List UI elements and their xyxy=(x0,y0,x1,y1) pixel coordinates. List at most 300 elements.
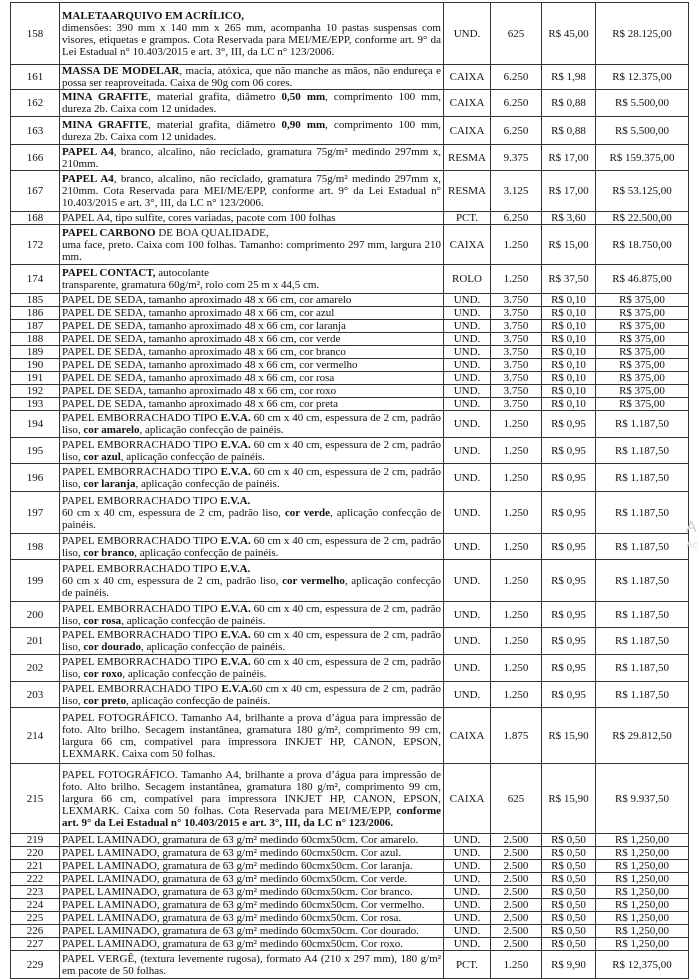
item-number: 163 xyxy=(11,117,60,145)
description-segment: PAPEL DE SEDA, tamanho aproximado 48 x 66 cm, cor verde xyxy=(62,333,341,345)
item-description xyxy=(60,320,444,333)
item-total-price: R$ 375,00 xyxy=(596,359,689,372)
item-unit: ROLO xyxy=(444,265,491,294)
table-row xyxy=(11,912,689,925)
item-unit: UND. xyxy=(444,294,491,307)
description-segment: PAPEL LAMINADO, gramatura de 63 g/m² medindo 60cmx50cm. Cor dourado. xyxy=(62,925,419,937)
item-unit: UND. xyxy=(444,438,491,464)
item-total-price: R$ 1,250,00 xyxy=(596,834,689,847)
item-quantity: 2.500 xyxy=(491,886,542,899)
item-unit-price: R$ 0,10 xyxy=(542,346,596,359)
item-unit: UND. xyxy=(444,372,491,385)
item-number: 222 xyxy=(11,873,60,886)
item-total-price: R$ 12,375,00 xyxy=(596,951,689,979)
items-table xyxy=(10,2,689,979)
description-segment: PAPEL FOTOGRÁFICO. Tamanho A4, brilhante a prova d’água para impressão de foto. Alto brilho. Secagem instantânea, gramatura 180 g/m², comprimento 99 cm, largura 66 cm, compatível para impressora INKJET HP, CANON, EPSON, LEXMARK. Caixa com 50 folhas. Cota Reservada para MEI/ME/EPP, xyxy=(62,768,441,817)
item-total-price: R$ 375,00 xyxy=(596,346,689,359)
item-total-price: R$ 375,00 xyxy=(596,320,689,333)
item-description xyxy=(60,708,444,764)
item-unit-price: R$ 17,00 xyxy=(542,145,596,171)
item-unit: PCT. xyxy=(444,212,491,225)
item-number: 200 xyxy=(11,602,60,628)
description-segment: autocolante transparente, gramatura 60g/m², rolo com 25 m x 44,5 cm. xyxy=(62,267,320,291)
item-description xyxy=(60,372,444,385)
description-segment: PAPEL EMBORRACHADO TIPO xyxy=(62,629,221,641)
description-segment: PAPEL LAMINADO, gramatura de 63 g/m² medindo 60cmx50cm. Cor laranja. xyxy=(62,860,413,872)
description-segment: PAPEL DE SEDA, tamanho aproximado 48 x 66 cm, cor branco xyxy=(62,346,346,358)
description-segment: cor dourado xyxy=(83,641,141,653)
item-number: 187 xyxy=(11,320,60,333)
description-segment: PAPEL LAMINADO, gramatura de 63 g/m² medindo 60cmx50cm. Cor verde. xyxy=(62,873,408,885)
item-description xyxy=(60,438,444,464)
item-quantity: 1.250 xyxy=(491,628,542,655)
table-row xyxy=(11,560,689,602)
item-quantity: 3.750 xyxy=(491,372,542,385)
item-total-price: R$ 5.500,00 xyxy=(596,90,689,117)
description-segment: 60 cm x 40 cm, espessura de 2 cm, padrão liso, xyxy=(62,506,281,519)
description-segment: E.V.A. xyxy=(220,412,251,424)
table-row xyxy=(11,398,689,411)
item-unit-price: R$ 0,10 xyxy=(542,333,596,346)
item-description xyxy=(60,90,444,117)
item-total-price: R$ 29.812,50 xyxy=(596,708,689,764)
item-number: 225 xyxy=(11,912,60,925)
item-unit-price: R$ 0,10 xyxy=(542,398,596,411)
item-unit: CAIXA xyxy=(444,225,491,265)
item-description xyxy=(60,655,444,682)
description-segment: PAPEL EMBORRACHADO TIPO xyxy=(62,656,221,668)
item-unit-price: R$ 0,10 xyxy=(542,307,596,320)
item-unit: UND. xyxy=(444,602,491,628)
item-description xyxy=(60,886,444,899)
item-unit-price: R$ 0,10 xyxy=(542,385,596,398)
item-unit-price: R$ 0,50 xyxy=(542,925,596,938)
item-unit-price: R$ 1,98 xyxy=(542,65,596,90)
item-total-price: R$ 159.375,00 xyxy=(596,145,689,171)
item-unit: CAIXA xyxy=(444,764,491,834)
item-number: 199 xyxy=(11,560,60,602)
item-total-price: R$ 1,250,00 xyxy=(596,938,689,951)
item-description xyxy=(60,602,444,628)
item-number: 195 xyxy=(11,438,60,464)
item-description xyxy=(60,834,444,847)
item-description xyxy=(60,171,444,212)
item-description xyxy=(60,847,444,860)
item-unit: UND. xyxy=(444,359,491,372)
watermark: A xyxy=(686,519,697,536)
description-segment: PAPEL EMBORRACHADO TIPO xyxy=(62,494,221,507)
description-segment: PAPEL CONTACT, xyxy=(62,267,156,279)
table-row xyxy=(11,534,689,560)
item-unit: UND. xyxy=(444,847,491,860)
item-unit: UND. xyxy=(444,385,491,398)
item-quantity: 1.875 xyxy=(491,708,542,764)
item-number: 162 xyxy=(11,90,60,117)
table-row xyxy=(11,265,689,294)
table-row xyxy=(11,320,689,333)
table-row xyxy=(11,873,689,886)
item-number: 191 xyxy=(11,372,60,385)
description-segment: 60 cm x 40 cm, espessura de 2 cm, padrão liso, xyxy=(62,534,441,559)
item-total-price: R$ 375,00 xyxy=(596,398,689,411)
item-number: 227 xyxy=(11,938,60,951)
item-unit: UND. xyxy=(444,886,491,899)
description-segment: PAPEL A4 xyxy=(62,173,114,185)
description-segment: cor amarelo xyxy=(83,424,140,436)
item-total-price: R$ 1.187,50 xyxy=(596,560,689,602)
table-row xyxy=(11,145,689,171)
item-unit-price: R$ 15,90 xyxy=(542,708,596,764)
description-segment: E.V.A. xyxy=(220,465,251,478)
item-number: 197 xyxy=(11,492,60,534)
description-segment: E.V.A. xyxy=(220,534,251,547)
description-segment: E.V.A. xyxy=(220,438,251,451)
description-segment: E.V.A. xyxy=(221,682,252,695)
item-unit-price: R$ 0,95 xyxy=(542,492,596,534)
item-unit: UND. xyxy=(444,873,491,886)
item-number: 189 xyxy=(11,346,60,359)
item-unit-price: R$ 0,10 xyxy=(542,294,596,307)
table-row xyxy=(11,834,689,847)
table-row xyxy=(11,333,689,346)
description-segment: cor rosa xyxy=(83,614,122,627)
description-segment: E.V.A. xyxy=(220,629,251,641)
item-unit-price: R$ 0,95 xyxy=(542,628,596,655)
item-quantity: 1.250 xyxy=(491,438,542,464)
item-quantity: 6.250 xyxy=(491,65,542,90)
item-unit: RESMA xyxy=(444,145,491,171)
item-number: 161 xyxy=(11,65,60,90)
table-row xyxy=(11,938,689,951)
table-row xyxy=(11,492,689,534)
item-unit-price: R$ 0,88 xyxy=(542,117,596,145)
description-segment: cor preto xyxy=(83,694,127,707)
item-unit-price: R$ 0,95 xyxy=(542,438,596,464)
item-description xyxy=(60,294,444,307)
item-unit: UND. xyxy=(444,3,491,65)
description-segment: MALETAARQUIVO EM ACRÍLICO, xyxy=(62,9,245,22)
item-number: 226 xyxy=(11,925,60,938)
description-segment: cor roxo xyxy=(83,668,123,680)
item-number: 172 xyxy=(11,225,60,265)
table-row xyxy=(11,372,689,385)
item-unit: UND. xyxy=(444,655,491,682)
description-segment: PAPEL LAMINADO, gramatura de 63 g/m² medindo 60cmx50cm. Cor amarelo. xyxy=(62,834,419,846)
description-segment: 60 cm x 40 cm, espessura de 2 cm, padrão liso, xyxy=(62,438,441,463)
item-quantity: 1.250 xyxy=(491,411,542,438)
table-row xyxy=(11,628,689,655)
item-unit-price: R$ 0,95 xyxy=(542,534,596,560)
description-segment: 60 cm x 40 cm, espessura de 2 cm, padrão liso, xyxy=(62,656,441,680)
item-unit: UND. xyxy=(444,899,491,912)
table-row xyxy=(11,212,689,225)
description-segment: PAPEL LAMINADO, gramatura de 63 g/m² medindo 60cmx50cm. Cor branco. xyxy=(62,886,413,898)
item-quantity: 6.250 xyxy=(491,212,542,225)
item-unit-price: R$ 0,50 xyxy=(542,860,596,873)
description-segment: , aplicação confecção de painéis. xyxy=(126,694,271,707)
item-number: 223 xyxy=(11,886,60,899)
item-quantity: 3.750 xyxy=(491,320,542,333)
item-number: 215 xyxy=(11,764,60,834)
item-number: 221 xyxy=(11,860,60,873)
item-total-price: R$ 1,250,00 xyxy=(596,860,689,873)
item-unit-price: R$ 17,00 xyxy=(542,171,596,212)
item-unit: UND. xyxy=(444,912,491,925)
description-segment: , aplicação confecção de painéis. xyxy=(134,546,279,559)
item-unit: UND. xyxy=(444,682,491,708)
item-number: 220 xyxy=(11,847,60,860)
item-total-price: R$ 1.187,50 xyxy=(596,628,689,655)
item-total-price: R$ 375,00 xyxy=(596,333,689,346)
description-segment: PAPEL FOTOGRÁFICO. Tamanho A4, brilhante a prova d’água para impressão de foto. Alto brilho. Secagem instantânea, gramatura 180 g/m², comprimento 99 cm, largura 66 cm, compatível para impressora INKJET HP, CANON, EPSON, LEXMARK. Caixa com 50 folhas. xyxy=(62,711,441,760)
item-description xyxy=(60,492,444,534)
description-segment: cor vermelho xyxy=(282,574,345,587)
description-segment: MINA GRAFITE xyxy=(62,91,149,103)
item-description xyxy=(60,333,444,346)
item-quantity: 1.250 xyxy=(491,951,542,979)
item-unit: UND. xyxy=(444,307,491,320)
description-segment: PAPEL DE SEDA, tamanho aproximado 48 x 66 cm, cor azul xyxy=(62,307,335,319)
description-segment: 0,50 mm xyxy=(281,91,326,103)
description-segment: PAPEL VERGÊ, (textura levemente rugosa), formato A4 (210 x 297 mm), 180 g/m² em pacote de 50 folhas. xyxy=(62,952,441,977)
item-total-price: R$ 1.187,50 xyxy=(596,534,689,560)
table-row xyxy=(11,847,689,860)
description-segment: PAPEL DE SEDA, tamanho aproximado 48 x 66 cm, cor laranja xyxy=(62,320,346,332)
item-unit-price: R$ 9,90 xyxy=(542,951,596,979)
description-segment: PAPEL EMBORRACHADO TIPO xyxy=(62,682,222,695)
item-total-price: R$ 375,00 xyxy=(596,372,689,385)
item-unit: CAIXA xyxy=(444,90,491,117)
description-segment: , aplicação confecção de painéis. xyxy=(121,614,266,627)
description-segment: PAPEL EMBORRACHADO TIPO xyxy=(62,438,221,451)
item-unit: UND. xyxy=(444,560,491,602)
description-segment: , branco, alcalino, não reciclado, gramatura 75g/m² medindo 297mm x, 210mm. xyxy=(62,145,441,170)
item-unit: UND. xyxy=(444,492,491,534)
table-row xyxy=(11,346,689,359)
item-unit: UND. xyxy=(444,333,491,346)
item-quantity: 6.250 xyxy=(491,117,542,145)
item-total-price: R$ 28.125,00 xyxy=(596,3,689,65)
item-number: 190 xyxy=(11,359,60,372)
item-unit: UND. xyxy=(444,411,491,438)
item-unit: PCT. xyxy=(444,951,491,979)
description-segment: PAPEL EMBORRACHADO TIPO xyxy=(62,465,221,478)
description-segment: 0,90 mm xyxy=(281,118,326,131)
description-segment: E.V.A. xyxy=(220,602,251,615)
item-unit: UND. xyxy=(444,346,491,359)
description-segment: , branco, alcalino, não reciclado, gramatura 75g/m² medindo 297mm x, 210mm. Cota Reservada para MEI/ME/EPP, conforme art. 9° da Lei Estadual n° 10.403/2015 e art. 3°, III, da LC n° 123/2006. xyxy=(62,173,441,209)
description-segment: 60 cm x 40 cm, espessura de 2 cm, padrão liso, xyxy=(62,602,441,627)
item-number: 167 xyxy=(11,171,60,212)
description-segment: DE BOA QUALIDADE, uma face, preto. Caixa com 100 folhas. Tamanho: comprimento 297 mm, largura 210 mm. xyxy=(62,226,441,263)
item-number: 194 xyxy=(11,411,60,438)
description-segment: E.V.A. xyxy=(220,656,251,668)
item-quantity: 2.500 xyxy=(491,938,542,951)
description-segment: PAPEL EMBORRACHADO TIPO xyxy=(62,562,221,575)
description-segment: dimensões: 390 mm x 140 mm x 265 mm, acompanha 10 pastas suspensas com visores, etiquetas e grampos. Cota Reservada para MEI/ME/EPP, conforme art. 9° da Lei Estadual n° 10.403/2015 e art. 3°, III, da LC n° 123/2006. xyxy=(62,21,441,58)
item-description xyxy=(60,359,444,372)
description-segment: 60 cm x 40 cm, espessura de 2 cm, padrão liso, xyxy=(62,465,441,490)
item-number: 224 xyxy=(11,899,60,912)
table-row xyxy=(11,359,689,372)
table-row xyxy=(11,307,689,320)
item-number: 214 xyxy=(11,708,60,764)
item-description xyxy=(60,860,444,873)
description-segment: , aplicação confecção de painéis. xyxy=(120,450,265,463)
description-segment: PAPEL DE SEDA, tamanho aproximado 48 x 66 cm, cor roxo xyxy=(62,385,337,397)
item-total-price: R$ 1,250,00 xyxy=(596,912,689,925)
table-row xyxy=(11,117,689,145)
description-segment: , comprimento 100 mm, dureza 2b. Caixa com 12 unidades. xyxy=(62,91,442,115)
item-quantity: 1.250 xyxy=(491,265,542,294)
item-unit-price: R$ 3,60 xyxy=(542,212,596,225)
description-segment: cor azul xyxy=(83,450,121,463)
item-number: 196 xyxy=(11,464,60,492)
table-row xyxy=(11,438,689,464)
item-description xyxy=(60,764,444,834)
item-description xyxy=(60,145,444,171)
item-quantity: 3.750 xyxy=(491,307,542,320)
description-segment: 60 cm x 40 cm, espessura de 2 cm, padrão liso, xyxy=(62,412,441,436)
item-total-price: R$ 375,00 xyxy=(596,307,689,320)
description-segment: 60 cm x 40 cm, espessura de 2 cm, padrão liso, xyxy=(62,682,441,707)
description-segment: , comprimento 100 mm, dureza 2b. Caixa com 12 unidades. xyxy=(62,118,442,143)
item-unit-price: R$ 0,95 xyxy=(542,560,596,602)
table-row xyxy=(11,90,689,117)
description-segment: MINA GRAFITE xyxy=(62,118,149,131)
item-total-price: R$ 9.937,50 xyxy=(596,764,689,834)
item-total-price: R$ 375,00 xyxy=(596,294,689,307)
item-number: 203 xyxy=(11,682,60,708)
item-description xyxy=(60,225,444,265)
item-description xyxy=(60,3,444,65)
item-unit-price: R$ 37,50 xyxy=(542,265,596,294)
table-row xyxy=(11,294,689,307)
item-description xyxy=(60,628,444,655)
item-unit-price: R$ 0,95 xyxy=(542,655,596,682)
table-row xyxy=(11,925,689,938)
item-number: 158 xyxy=(11,3,60,65)
item-unit-price: R$ 0,95 xyxy=(542,682,596,708)
item-unit: CAIXA xyxy=(444,708,491,764)
item-total-price: R$ 1.187,50 xyxy=(596,682,689,708)
description-segment: E.V.A. xyxy=(220,562,251,575)
item-total-price: R$ 1.187,50 xyxy=(596,655,689,682)
table-row xyxy=(11,411,689,438)
item-quantity: 1.250 xyxy=(491,464,542,492)
item-unit-price: R$ 0,50 xyxy=(542,912,596,925)
item-description xyxy=(60,951,444,979)
description-segment: PAPEL A4, tipo sulfite, cores variadas, pacote com 100 folhas xyxy=(62,212,336,224)
description-segment: , aplicação confecção de painéis. xyxy=(135,477,280,490)
item-unit: UND. xyxy=(444,938,491,951)
item-description xyxy=(60,212,444,225)
item-description xyxy=(60,265,444,294)
item-unit-price: R$ 0,50 xyxy=(542,847,596,860)
description-segment: 60 cm x 40 cm, espessura de 2 cm, padrão liso, xyxy=(62,574,279,587)
item-unit: UND. xyxy=(444,398,491,411)
watermark-subtext: Ac xyxy=(686,540,698,551)
item-unit-price: R$ 0,50 xyxy=(542,938,596,951)
table-row xyxy=(11,708,689,764)
description-segment: , aplicação confecção de painéis. xyxy=(62,506,441,531)
table-row xyxy=(11,860,689,873)
item-quantity: 3.750 xyxy=(491,398,542,411)
description-segment: PAPEL EMBORRACHADO TIPO xyxy=(62,534,221,547)
item-total-price: R$ 1,250,00 xyxy=(596,886,689,899)
item-quantity: 1.250 xyxy=(491,602,542,628)
item-unit: RESMA xyxy=(444,171,491,212)
item-quantity: 625 xyxy=(491,764,542,834)
item-number: 174 xyxy=(11,265,60,294)
item-number: 192 xyxy=(11,385,60,398)
item-total-price: R$ 53.125,00 xyxy=(596,171,689,212)
item-description xyxy=(60,117,444,145)
description-segment: PAPEL EMBORRACHADO TIPO xyxy=(62,602,221,615)
description-segment: , macia, atóxica, que não manche as mãos, não endureça e possa ser reaproveitada. Caixa de 90g com 06 cores. xyxy=(62,65,442,89)
table-row xyxy=(11,3,689,65)
item-quantity: 3.125 xyxy=(491,171,542,212)
item-total-price: R$ 1,250,00 xyxy=(596,847,689,860)
item-unit-price: R$ 15,00 xyxy=(542,225,596,265)
item-total-price: R$ 1,250,00 xyxy=(596,925,689,938)
description-segment: PAPEL A4 xyxy=(62,145,114,158)
item-quantity: 2.500 xyxy=(491,847,542,860)
item-unit: UND. xyxy=(444,320,491,333)
item-unit: UND. xyxy=(444,628,491,655)
item-unit-price: R$ 0,10 xyxy=(542,372,596,385)
table-row xyxy=(11,655,689,682)
table-row xyxy=(11,886,689,899)
item-quantity: 3.750 xyxy=(491,333,542,346)
item-unit-price: R$ 45,00 xyxy=(542,3,596,65)
item-number: 186 xyxy=(11,307,60,320)
item-total-price: R$ 46.875,00 xyxy=(596,265,689,294)
table-row xyxy=(11,171,689,212)
item-unit-price: R$ 0,50 xyxy=(542,899,596,912)
item-unit: UND. xyxy=(444,860,491,873)
item-unit-price: R$ 0,95 xyxy=(542,602,596,628)
description-segment: PAPEL LAMINADO, gramatura de 63 g/m² medindo 60cmx50cm. Cor rosa. xyxy=(62,912,402,924)
description-segment: PAPEL LAMINADO, gramatura de 63 g/m² medindo 60cmx50cm. Cor roxo. xyxy=(62,938,403,950)
table-row xyxy=(11,899,689,912)
item-description xyxy=(60,65,444,90)
description-segment: PAPEL LAMINADO, gramatura de 63 g/m² medindo 60cmx50cm. Cor vermelho. xyxy=(62,899,425,911)
item-quantity: 1.250 xyxy=(491,682,542,708)
item-description xyxy=(60,346,444,359)
item-unit: CAIXA xyxy=(444,65,491,90)
item-total-price: R$ 12.375,00 xyxy=(596,65,689,90)
item-description xyxy=(60,560,444,602)
description-segment: 60 cm x 40 cm, espessura de 2 cm, padrão liso, xyxy=(62,629,441,653)
item-unit-price: R$ 0,50 xyxy=(542,873,596,886)
item-unit: UND. xyxy=(444,464,491,492)
item-unit-price: R$ 0,50 xyxy=(542,886,596,899)
item-unit-price: R$ 0,88 xyxy=(542,90,596,117)
item-quantity: 1.250 xyxy=(491,560,542,602)
item-number: 185 xyxy=(11,294,60,307)
item-unit: CAIXA xyxy=(444,117,491,145)
item-total-price: R$ 1,250,00 xyxy=(596,899,689,912)
description-segment: PAPEL DE SEDA, tamanho aproximado 48 x 66 cm, cor vermelho xyxy=(62,359,358,371)
item-unit-price: R$ 0,50 xyxy=(542,834,596,847)
item-unit-price: R$ 0,95 xyxy=(542,411,596,438)
item-quantity: 6.250 xyxy=(491,90,542,117)
item-description xyxy=(60,873,444,886)
item-description xyxy=(60,398,444,411)
item-quantity: 2.500 xyxy=(491,925,542,938)
description-segment: cor branco xyxy=(83,546,135,559)
